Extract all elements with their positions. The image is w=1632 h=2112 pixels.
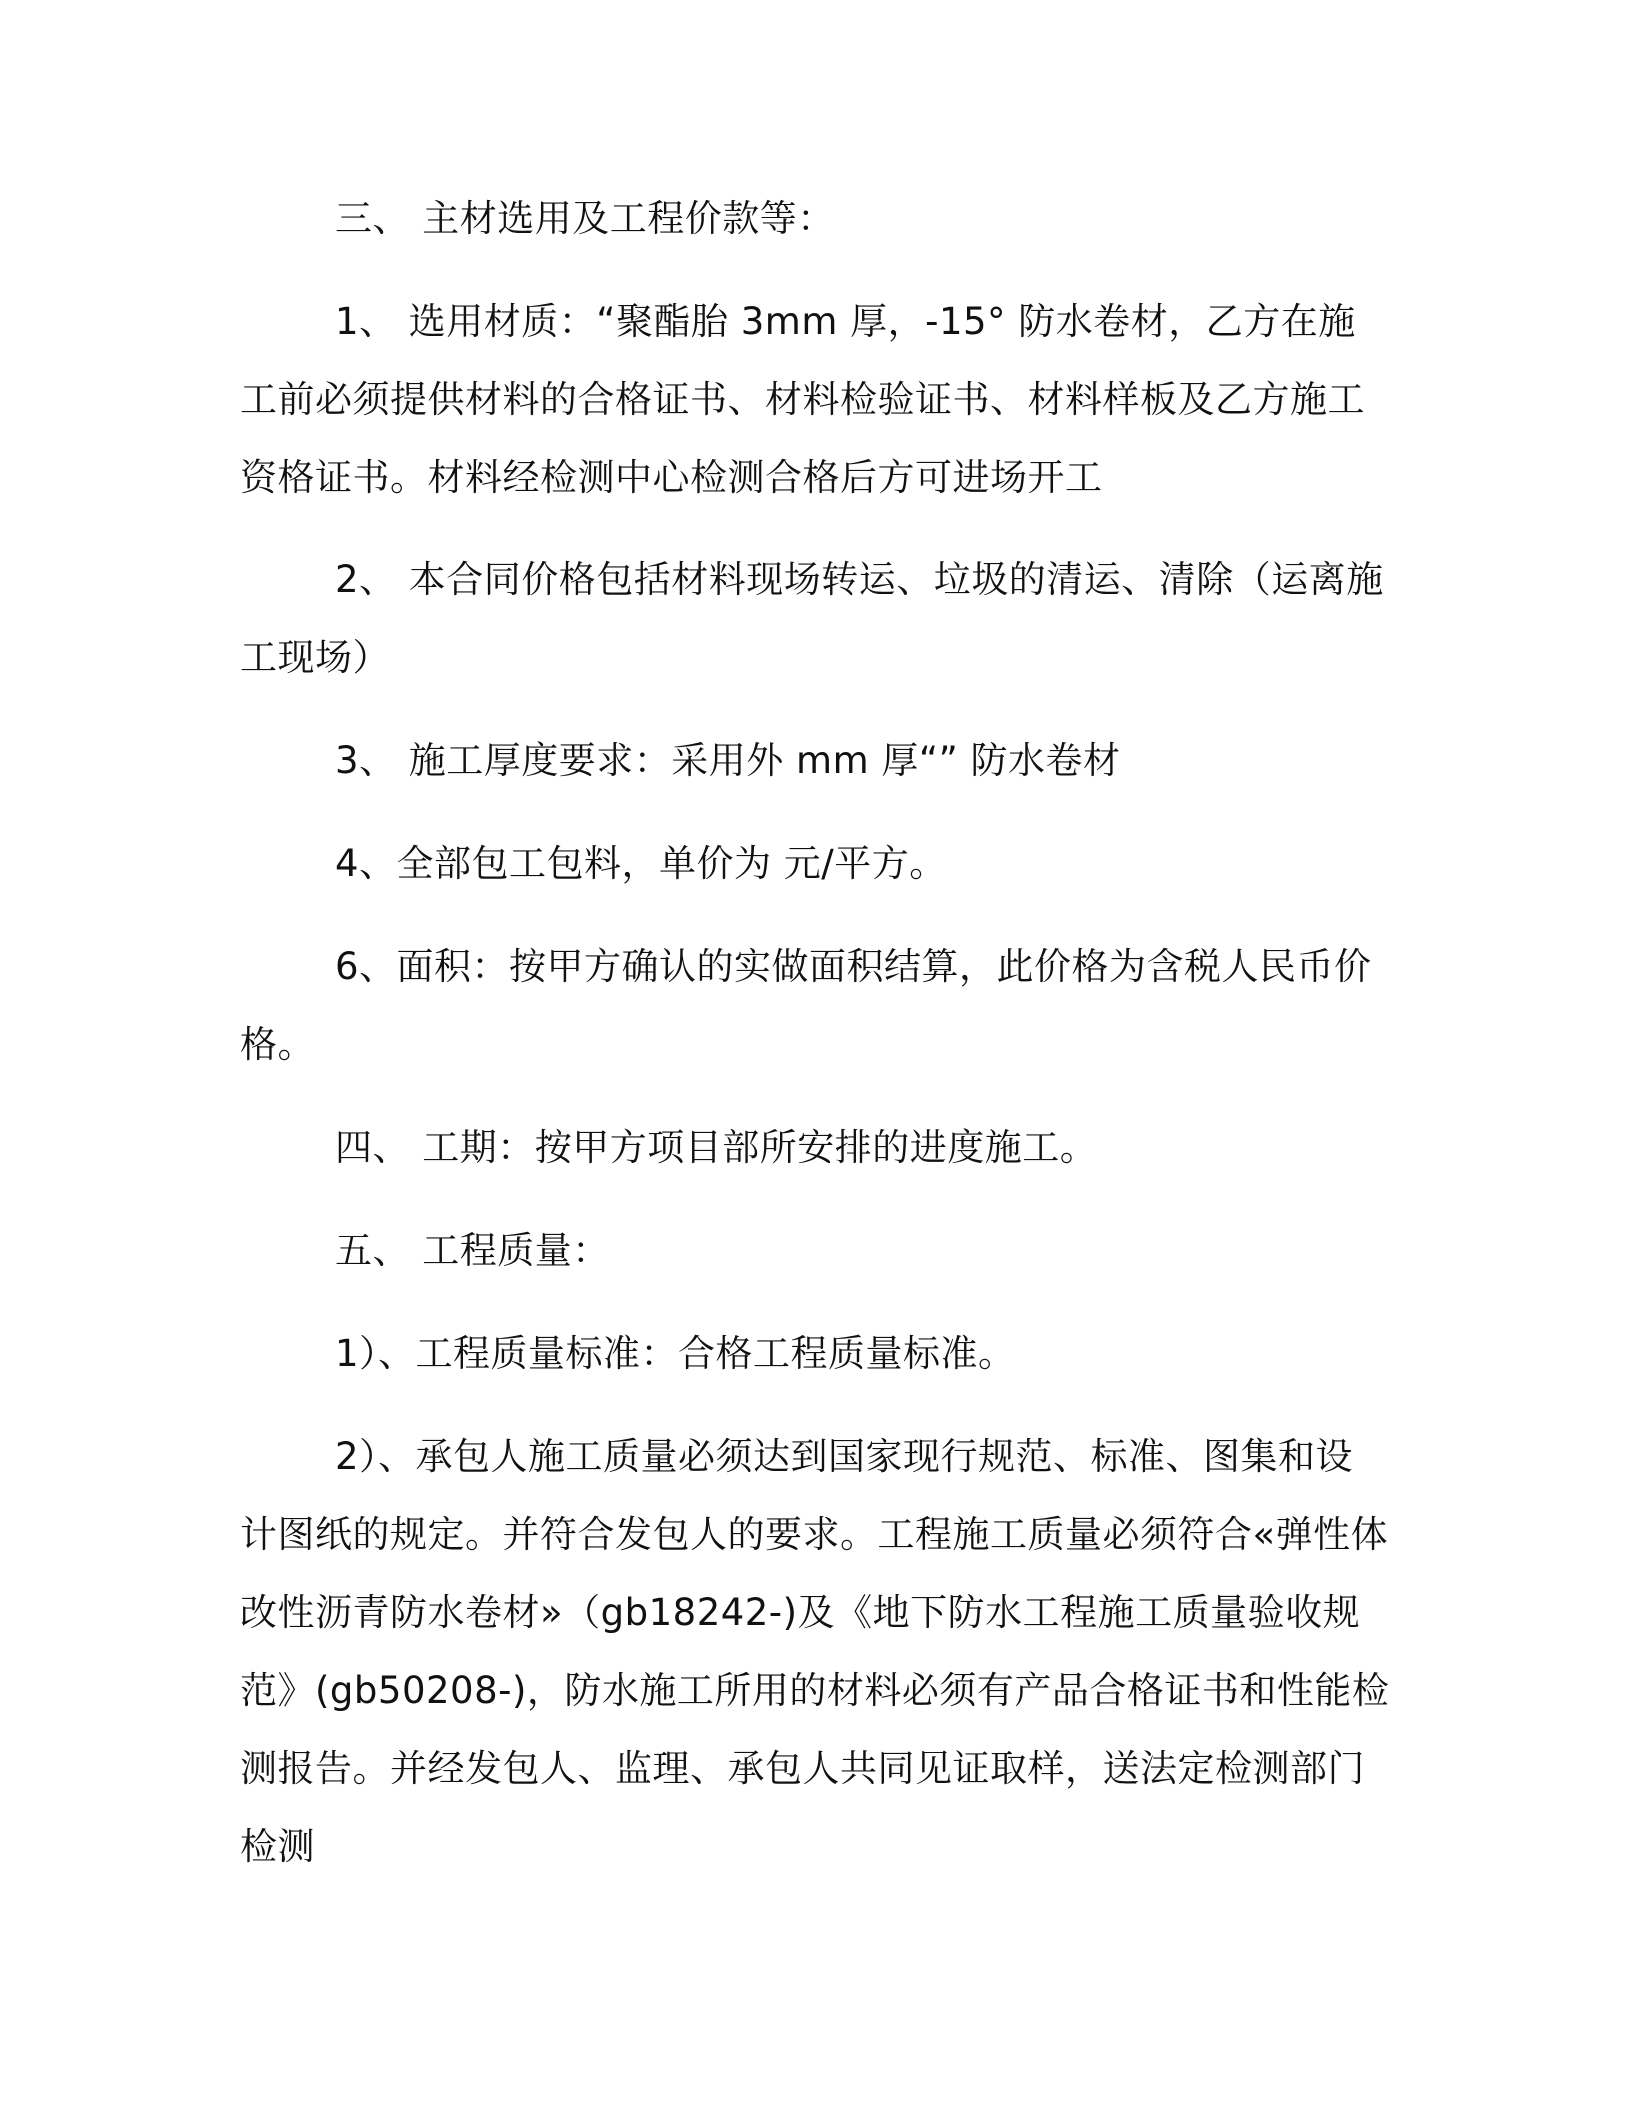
section-4-schedule: 四、 工期：按甲方项目部所安排的进度施工。 <box>335 1126 1098 1169</box>
clause-3-1-material: 1、 选用材质：“聚酯胎 3mm 厚，-15° 防水卷材，乙方在施工前必须提供材料的合格证书、材料检验证书、材料样板及乙方施工资格证书。材料经检测中心检测合格后方可进场开工 <box>240 300 1365 499</box>
clause-3-6-area: 6、面积：按甲方确认的实做面积结算，此价格为含税人民币价格。 <box>240 945 1372 1066</box>
clause-3-3-thickness: 3、 施工厚度要求：采用外 mm 厚“” 防水卷材 <box>335 739 1121 782</box>
clause-5-1-standard: 1）、工程质量标准：合格工程质量标准。 <box>335 1332 1016 1375</box>
clause-5-2-requirements: 2）、承包人施工质量必须达到国家现行规范、标准、图集和设计图纸的规定。并符合发包人的要求。工程施工质量必须符合«弹性体改性沥青防水卷材»（gb18242-)及《地下防水工程施工质量验收规范》(gb50208-)，防水施工所用的材料必须有产品合格证书和性能检测报告。并经发包人、监理、承包人共同见证取样，送法定检测部门检测 <box>240 1435 1390 1868</box>
clause-3-4-unit-price: 4、全部包工包料，单价为 元/平方。 <box>335 842 947 885</box>
clause-3-2-price-scope: 2、 本合同价格包括材料现场转运、垃圾的清运、清除（运离施工现场） <box>240 558 1384 679</box>
section-3-heading: 三、 主材选用及工程价款等： <box>335 197 835 240</box>
document-page <box>240 0 1390 2112</box>
section-5-heading: 五、 工程质量： <box>335 1229 610 1272</box>
